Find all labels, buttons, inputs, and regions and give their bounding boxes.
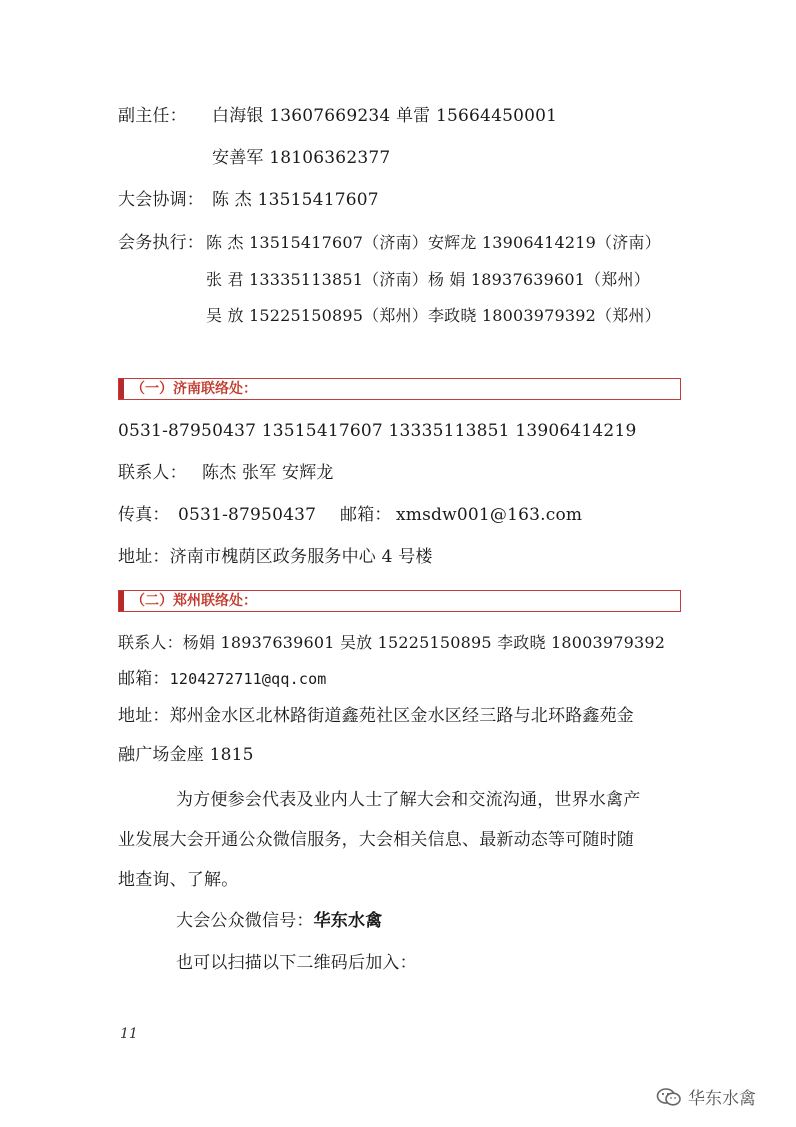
coordinator-label: 大会协调：: [118, 190, 204, 210]
zhengzhou-address-line-2: 融广场金座 1815: [118, 745, 254, 765]
jinan-section-title: （一）济南联络处：: [131, 381, 257, 397]
section-accent-mark: [119, 379, 124, 399]
wechat-account-name: 华东水禽: [313, 911, 383, 931]
page-number: 11: [120, 1026, 138, 1042]
wechat-account-row: [176, 910, 382, 932]
wechat-account-label: 大会公众微信号：: [176, 911, 314, 931]
vice-director-line-2: 安善军 18106362377: [212, 148, 391, 168]
zhengzhou-contacts: 联系人：杨娟 18937639601 吴放 15225150895 李政晓 18003979392: [118, 633, 666, 652]
executive-line-2: 张 君 13335113851（济南）杨 娟 18937639601（郑州）: [206, 270, 650, 289]
jinan-section-header: [118, 378, 681, 400]
zhengzhou-email-row: [118, 668, 327, 690]
zhengzhou-email: 1204272711@qq.com: [169, 670, 327, 688]
wechat-icon: [656, 1087, 682, 1107]
vice-director-line-1: 白海银 13607669234 单雷 15664450001: [212, 106, 558, 126]
zhengzhou-address-line-1: 地址：郑州金水区北林路街道鑫苑社区金水区经三路与北环路鑫苑金: [118, 706, 634, 726]
executive-line-3: 吴 放 15225150895（郑州）李政晓 18003979392（郑州）: [206, 306, 661, 325]
jinan-address: 地址：济南市槐荫区政务服务中心 4 号楼: [118, 547, 433, 567]
vice-director-label: 副主任：: [118, 106, 187, 126]
jinan-email-label: 邮箱：: [340, 505, 392, 525]
coordinator-value: 陈 杰 13515417607: [212, 190, 379, 210]
watermark-text: 华东水禽: [688, 1089, 756, 1109]
wechat-paragraph-line-2: 业发展大会开通公众微信服务，大会相关信息、最新动态等可随时随: [118, 830, 634, 850]
zhengzhou-section-title: （二）郑州联络处：: [131, 593, 257, 609]
jinan-fax-label: 传真：: [118, 505, 170, 525]
jinan-contacts: 陈杰 张军 安辉龙: [202, 463, 334, 483]
section-accent-mark: [119, 591, 124, 611]
zhengzhou-email-label: 邮箱：: [118, 669, 170, 689]
wechat-scan-instruction: 也可以扫描以下二维码后加入：: [176, 953, 417, 973]
jinan-phones: 0531-87950437 13515417607 13335113851 13906414219: [118, 421, 637, 441]
zhengzhou-section-header: [118, 590, 681, 612]
wechat-watermark: [656, 1084, 756, 1109]
jinan-fax: 0531-87950437: [178, 505, 317, 525]
wechat-paragraph-line-1: 为方便参会代表及业内人士了解大会和交流沟通，世界水禽产: [176, 790, 641, 810]
jinan-email: xmsdw001@163.com: [396, 505, 583, 525]
wechat-paragraph-line-3: 地查询、了解。: [118, 870, 239, 890]
executive-label: 会务执行：: [118, 233, 204, 253]
jinan-contact-label: 联系人：: [118, 463, 187, 483]
executive-line-1: 陈 杰 13515417607（济南）安辉龙 13906414219（济南）: [206, 233, 661, 252]
